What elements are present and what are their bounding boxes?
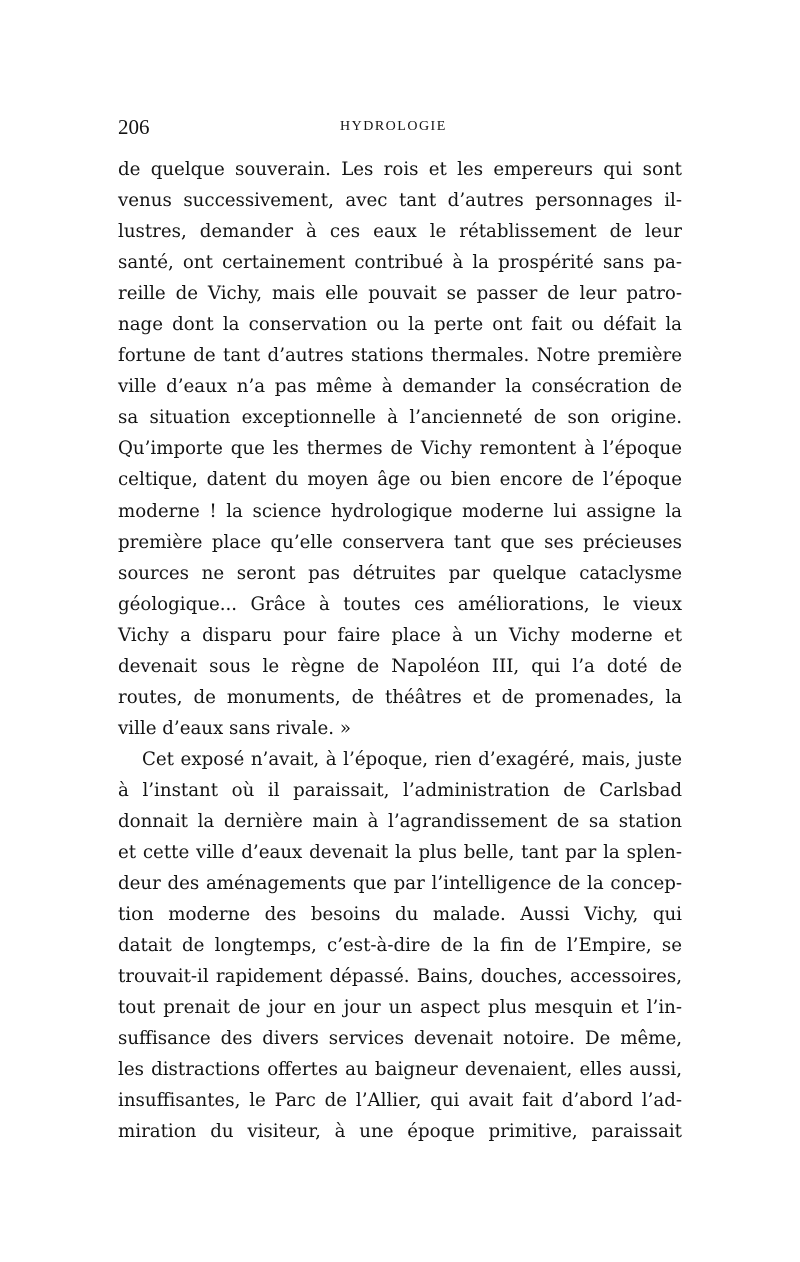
- text-line: à l’instant où il paraissait, l’administration de Carlsbad: [118, 779, 682, 801]
- text-line: deur des aménagements que par l’intelligence de la concep-: [118, 873, 682, 895]
- text-line: celtique, datent du moyen âge ou bien encore de l’époque: [118, 469, 682, 491]
- text-line: suffisance des divers services devenait notoire. De même,: [118, 1028, 682, 1050]
- text-line: géologique... Grâce à toutes ces améliorations, le vieux: [118, 593, 682, 615]
- paragraph-first-line: Cet exposé n’avait, à l’époque, rien d’exagéré, mais, juste: [142, 748, 682, 770]
- text-line: datait de longtemps, c’est-à-dire de la fin de l’Empire, se: [118, 935, 682, 957]
- text-line: sources ne seront pas détruites par quelque cataclysme: [118, 562, 682, 584]
- text-line: devenait sous le règne de Napoléon III, qui l’a doté de: [118, 655, 682, 677]
- paragraph-end-line: ville d’eaux sans rivale. »: [118, 717, 351, 739]
- text-line: tout prenait de jour en jour un aspect plus mesquin et l’in-: [118, 997, 682, 1019]
- text-line: miration du visiteur, à une époque primitive, paraissait: [118, 1121, 682, 1143]
- text-line: moderne ! la science hydrologique moderne lui assigne la: [118, 500, 682, 522]
- running-title: HYDROLOGIE: [340, 119, 447, 134]
- body-text: [118, 154, 682, 1148]
- text-line: routes, de monuments, de théâtres et de promenades, la: [118, 686, 682, 708]
- text-line: Vichy a disparu pour faire place à un Vichy moderne et: [118, 624, 682, 646]
- text-line: insuffisantes, le Parc de l’Allier, qui avait fait d’abord l’ad-: [118, 1090, 682, 1112]
- text-line: et cette ville d’eaux devenait la plus belle, tant par la splen-: [118, 842, 682, 864]
- text-line: lustres, demander à ces eaux le rétablissement de leur: [118, 221, 682, 243]
- text-line: santé, ont certainement contribué à la prospérité sans pa-: [118, 252, 682, 274]
- text-line: première place qu’elle conservera tant que ses précieuses: [118, 531, 682, 553]
- text-line: trouvait-il rapidement dépassé. Bains, douches, accessoires,: [118, 966, 682, 988]
- text-line: les distractions offertes au baigneur devenaient, elles aussi,: [118, 1059, 682, 1081]
- text-line: fortune de tant d’autres stations thermales. Notre première: [118, 345, 682, 367]
- text-line: donnait la dernière main à l’agrandissement de sa station: [118, 810, 682, 832]
- text-line: tion moderne des besoins du malade. Aussi Vichy, qui: [118, 904, 682, 926]
- text-line: reille de Vichy, mais elle pouvait se passer de leur patro-: [118, 283, 682, 305]
- text-line: ville d’eaux n’a pas même à demander la consécration de: [118, 376, 682, 398]
- text-line: venus successivement, avec tant d’autres personnages il-: [118, 190, 682, 212]
- text-line: de quelque souverain. Les rois et les empereurs qui sont: [118, 159, 682, 180]
- text-line: Qu’importe que les thermes de Vichy remontent à l’époque: [118, 438, 682, 460]
- page-number: 206: [118, 115, 150, 139]
- text-line: sa situation exceptionnelle à l’ancienneté de son origine.: [118, 407, 682, 429]
- page-header: [118, 112, 682, 142]
- text-line: nage dont la conservation ou la perte ont fait ou défait la: [118, 314, 682, 336]
